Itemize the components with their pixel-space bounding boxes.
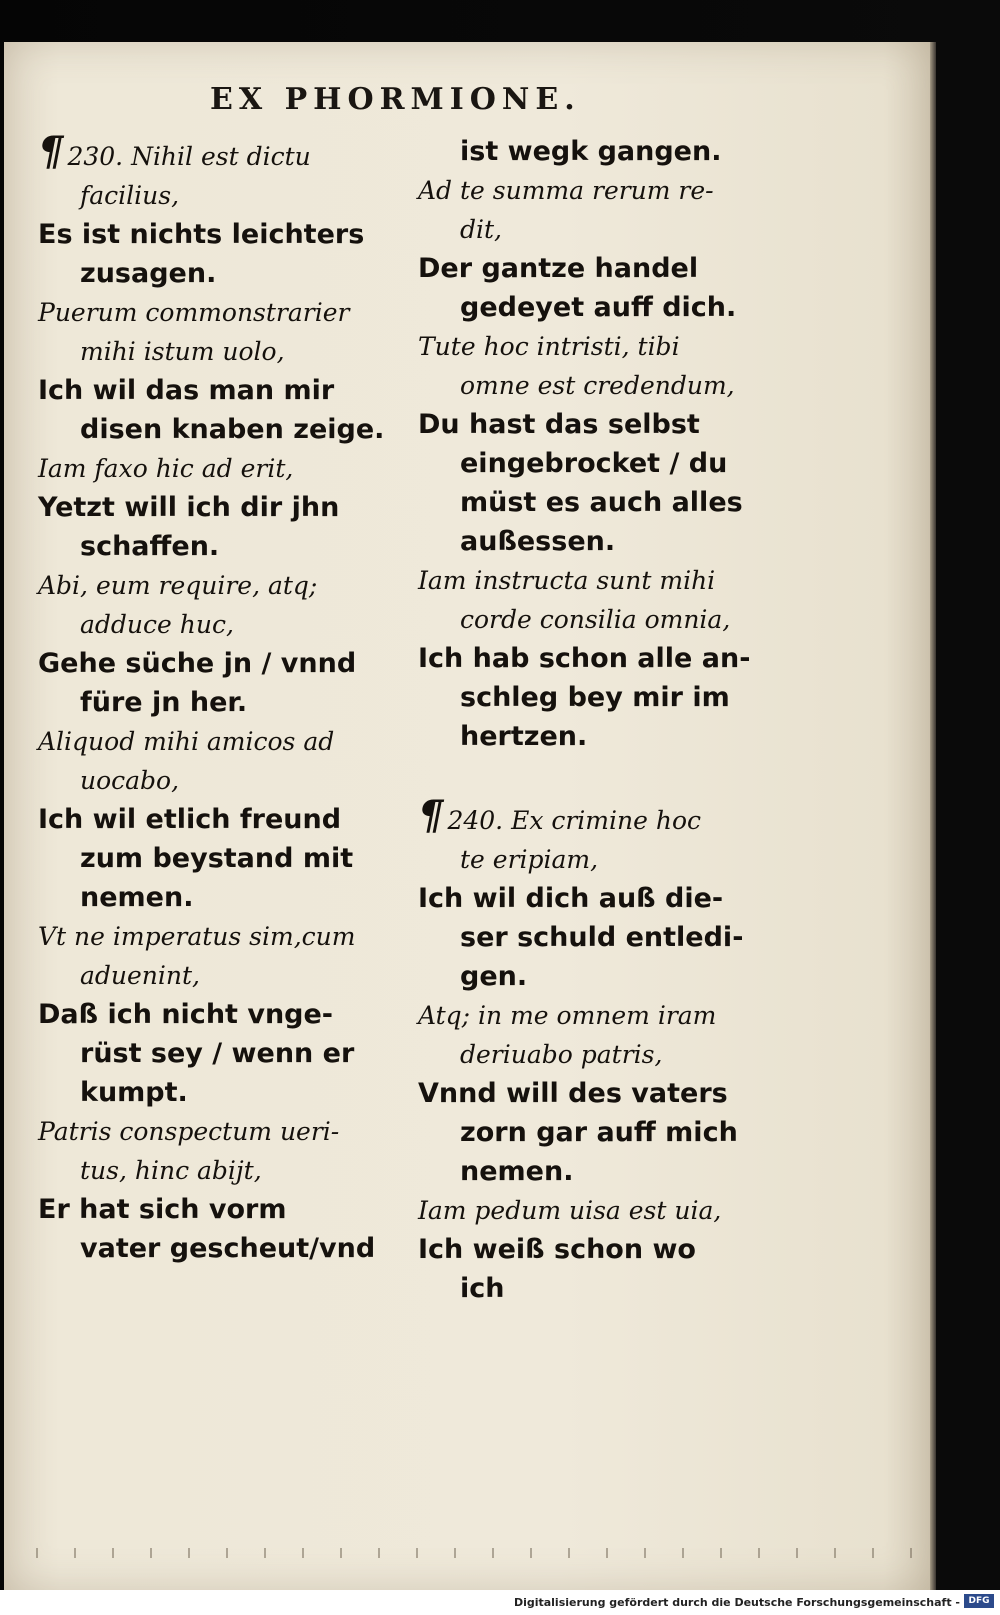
line-text: Es ist nichts leichters [38, 219, 365, 250]
latin-line [418, 561, 763, 600]
german-line [418, 249, 763, 288]
german-line [418, 1074, 763, 1113]
latin-line [38, 956, 398, 995]
line-text: schleg bey mir im [460, 682, 730, 713]
line-text: gedeyet auff dich. [460, 292, 737, 323]
line-text: facilius, [80, 181, 180, 210]
latin-line [418, 1191, 763, 1230]
latin-line [418, 366, 763, 405]
german-line [38, 1073, 398, 1112]
latin-line [38, 176, 398, 215]
line-text: zum beystand mit [80, 843, 354, 874]
line-text: eingebrocket / du [460, 448, 728, 479]
latin-line [418, 840, 763, 879]
latin-line [38, 722, 398, 761]
line-text: Aliquod mihi amicos ad [38, 727, 335, 756]
german-line [38, 995, 398, 1034]
line-text: disen knaben zeige. [80, 414, 385, 445]
latin-line [418, 996, 763, 1035]
line-text: Puerum commonstrarier [38, 298, 350, 327]
line-text: hertzen. [460, 721, 588, 752]
german-line [38, 683, 398, 722]
german-line [38, 800, 398, 839]
line-text: Atq; in me omnem iram [418, 1001, 717, 1030]
line-text: mihi istum uolo, [80, 337, 285, 366]
latin-line [38, 1151, 398, 1190]
german-line [418, 288, 763, 327]
line-text: te eripiam, [460, 845, 599, 874]
german-line [418, 639, 763, 678]
german-line [38, 839, 398, 878]
latin-line [38, 566, 398, 605]
german-line [418, 918, 763, 957]
line-text: gen. [460, 961, 528, 992]
line-text: Ich hab schon alle an- [418, 643, 751, 674]
german-line [38, 1034, 398, 1073]
line-text: aduenint, [80, 961, 200, 990]
line-text: adduce huc, [80, 610, 234, 639]
german-line [38, 644, 398, 683]
latin-line [38, 917, 398, 956]
german-line [418, 405, 763, 444]
paragraph-spacer [418, 756, 763, 796]
line-text: Du hast das selbst [418, 409, 700, 440]
page-bottom-markers [0, 1548, 930, 1558]
line-text: füre jn her. [80, 687, 248, 718]
line-text: Ich wil dich auß die- [418, 883, 724, 914]
line-text: zorn gar auff mich [460, 1117, 738, 1148]
german-line [38, 527, 398, 566]
latin-line [38, 293, 398, 332]
dfg-logo: DFG [964, 1594, 994, 1608]
latin-line [418, 1035, 763, 1074]
line-text: Ad te summa rerum re- [418, 176, 714, 205]
line-text: nemen. [460, 1156, 574, 1187]
german-line [418, 1230, 763, 1269]
line-text: Iam pedum uisa est uia, [418, 1196, 722, 1225]
line-text: Ich wil etlich freund [38, 804, 342, 835]
line-text: vater gescheut/vnd [80, 1233, 376, 1264]
german-line [38, 878, 398, 917]
line-text: dit, [460, 215, 502, 244]
german-line [418, 522, 763, 561]
latin-line [418, 171, 763, 210]
line-text: Vt ne imperatus sim,cum [38, 922, 356, 951]
german-line [38, 371, 398, 410]
german-line [418, 879, 763, 918]
latin-line [418, 327, 763, 366]
german-line [38, 488, 398, 527]
german-line [418, 678, 763, 717]
left-column [38, 128, 398, 1268]
line-text: Gehe süche jn / vnnd [38, 648, 357, 679]
line-text: kumpt. [80, 1077, 188, 1108]
line-text: Der gantze handel [418, 253, 699, 284]
line-text: zusagen. [80, 258, 217, 289]
running-head: EX PHORMIONE. [210, 82, 581, 117]
latin-line [38, 761, 398, 800]
line-text: rüst sey / wenn er [80, 1038, 355, 1069]
latin-line [418, 792, 763, 840]
line-text: schaffen. [80, 531, 220, 562]
german-line [418, 1269, 763, 1308]
pilcrow-icon: ¶ [38, 128, 64, 175]
german-line [418, 717, 763, 756]
line-text: ser schuld entledi- [460, 922, 744, 953]
page-edge [930, 42, 936, 1590]
line-text: Vnnd will des vaters [418, 1078, 728, 1109]
pilcrow-icon: ¶ [418, 792, 444, 839]
latin-line [38, 449, 398, 488]
line-text: Iam faxo hic ad erit, [38, 454, 294, 483]
line-text: Ich weiß schon wo [418, 1234, 696, 1265]
german-line [38, 1190, 398, 1229]
right-column [418, 132, 763, 1308]
line-text: Yetzt will ich dir jhn [38, 492, 340, 523]
german-line [38, 1229, 398, 1268]
german-line [38, 215, 398, 254]
latin-line [38, 1112, 398, 1151]
line-text: nemen. [80, 882, 194, 913]
german-line [418, 957, 763, 996]
latin-line [418, 600, 763, 639]
latin-line [38, 128, 398, 176]
line-text: Er hat sich vorm [38, 1194, 287, 1225]
line-text: Patris conspectum ueri- [38, 1117, 340, 1146]
german-line [418, 483, 763, 522]
line-text: außessen. [460, 526, 616, 557]
line-text: omne est credendum, [460, 371, 735, 400]
latin-line [38, 605, 398, 644]
line-text: uocabo, [80, 766, 180, 795]
line-text: müst es auch alles [460, 487, 743, 518]
line-text: Abi, eum require, atq; [38, 571, 318, 600]
german-line [418, 444, 763, 483]
german-line [38, 410, 398, 449]
line-text: corde consilia omnia, [460, 605, 731, 634]
line-text: Tute hoc intristi, tibi [418, 332, 680, 361]
line-text: Daß ich nicht vnge- [38, 999, 334, 1030]
german-line [418, 1113, 763, 1152]
german-line [38, 254, 398, 293]
footer-credit: Digitalisierung gefördert durch die Deutsche Forschungsgemeinschaft - [513, 1596, 960, 1609]
line-text: 240. Ex crimine hoc [447, 806, 702, 835]
latin-line [38, 332, 398, 371]
line-text: Iam instructa sunt mihi [418, 566, 716, 595]
line-text: ist wegk gangen. [460, 136, 722, 167]
line-text: Ich wil das man mir [38, 375, 335, 406]
german-line [418, 132, 763, 171]
line-text: ich [460, 1273, 505, 1304]
german-line [418, 1152, 763, 1191]
line-text: deriuabo patris, [460, 1040, 663, 1069]
latin-line [418, 210, 763, 249]
line-text: tus, hinc abijt, [80, 1156, 262, 1185]
line-text: 230. Nihil est dictu [67, 142, 311, 171]
